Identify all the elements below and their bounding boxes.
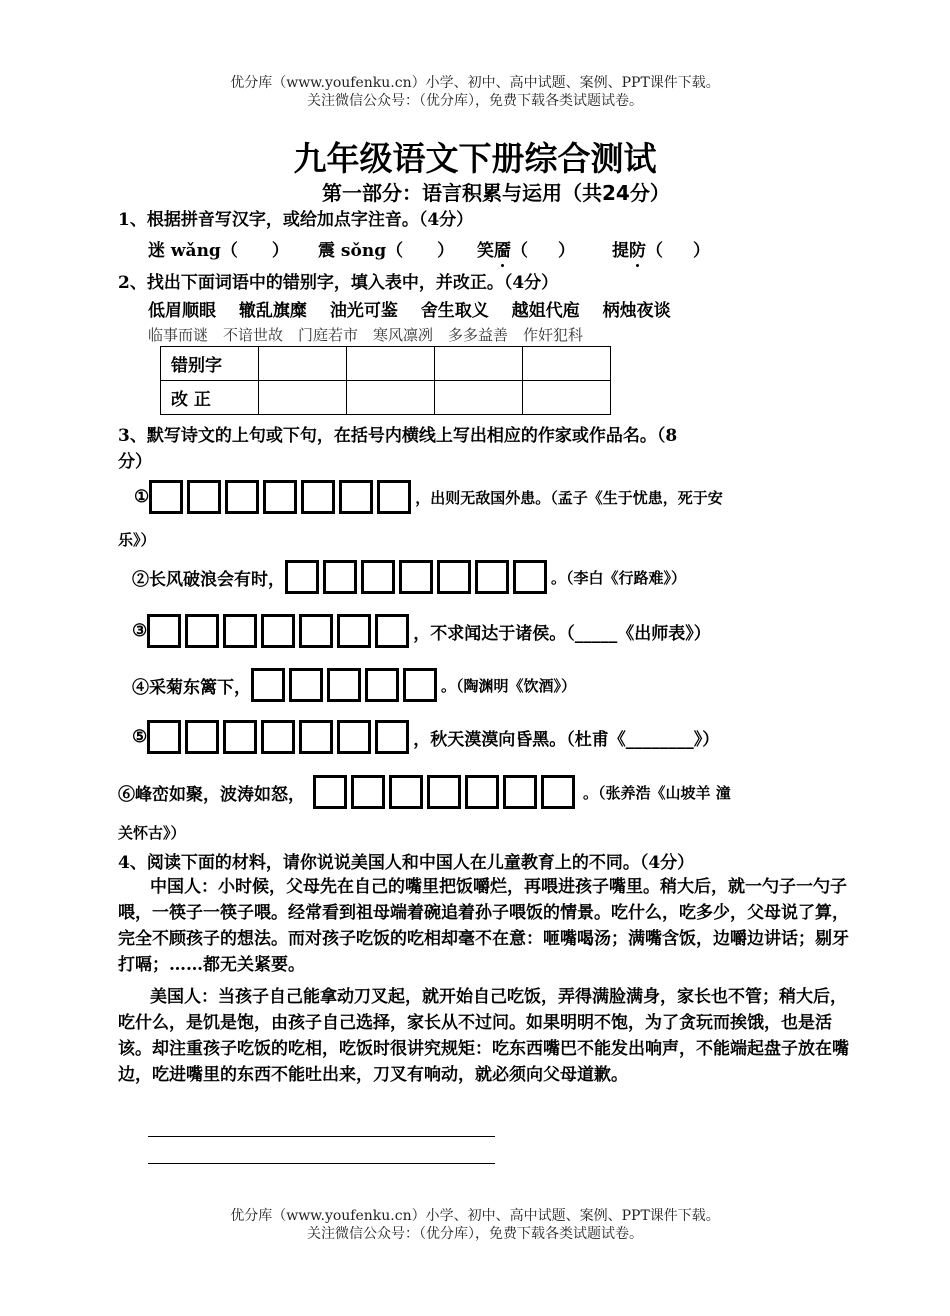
answer-boxes-6[interactable] (313, 775, 575, 809)
recite-line-2-text-after: 。（李白《行路难》） (551, 568, 687, 587)
question-3-prompt: 3、默写诗文的上句或下句，在括号内横线上写出相应的作家或作品名。（8 (118, 426, 678, 446)
table-header-wrong-char: 错别字 (161, 347, 259, 381)
answer-boxes-5[interactable] (147, 720, 409, 754)
answer-box[interactable] (261, 614, 295, 648)
answer-box[interactable] (465, 775, 499, 809)
recite-line-5-num: ⑤ (132, 727, 148, 747)
recite-line-1-num: ① (134, 487, 150, 507)
answer-box[interactable] (475, 560, 509, 594)
answer-box[interactable] (361, 560, 395, 594)
answer-box[interactable] (223, 614, 257, 648)
answer-box[interactable] (299, 720, 333, 754)
table-cell[interactable] (435, 381, 523, 415)
answer-box[interactable] (147, 720, 181, 754)
answer-box[interactable] (299, 614, 333, 648)
answer-box[interactable] (285, 560, 319, 594)
answer-box[interactable] (313, 775, 347, 809)
q1-item-1-close: ） (271, 241, 289, 261)
answer-box[interactable] (541, 775, 575, 809)
q1-item-3-dotted-char: 靥 (494, 241, 511, 261)
answer-box[interactable] (187, 480, 221, 514)
answer-box[interactable] (375, 720, 409, 754)
answer-box[interactable] (301, 480, 335, 514)
answer-box[interactable] (323, 560, 357, 594)
answer-line[interactable] (148, 1136, 495, 1137)
recite-line-6-text-after: 。（张养浩《山坡羊 潼 (583, 783, 731, 802)
q1-item-4-close: ） (693, 241, 710, 261)
answer-box[interactable] (389, 775, 423, 809)
answer-box[interactable] (503, 775, 537, 809)
recite-line-3-text: ，不求闻达于诸侯。（_____《出师表》） (413, 623, 711, 644)
q1-item-2-text: 震 sǒng（ (318, 241, 404, 261)
recite-line-1 (134, 480, 723, 514)
question-1-prompt: 1、根据拼音写汉字，或给加点字注音。（4分） (118, 210, 474, 230)
answer-box[interactable] (339, 480, 373, 514)
recite-line-2-text-before: ②长风破浪会有时， (132, 569, 285, 590)
table-cell[interactable] (435, 347, 523, 381)
q1-item-4-char: 提 (612, 241, 629, 261)
table-cell[interactable] (347, 347, 435, 381)
answer-boxes-1[interactable] (149, 480, 411, 514)
q1-item-2-close: ） (437, 241, 455, 261)
answer-box[interactable] (185, 614, 219, 648)
q1-item-3-close: ） (558, 241, 575, 261)
answer-box[interactable] (399, 560, 433, 594)
recite-line-1-text: ，出则无敌国外患。（孟子《生于忧患，死于安 (415, 488, 723, 507)
answer-box[interactable] (149, 480, 183, 514)
reading-paragraph-chinese: 中国人：小时候，父母先在自己的嘴里把饭嚼烂，再喂进孩子嘴里。稍大后，就一勺子一勺子喂，一筷子一筷子喂。经常看到祖母端着碗追着孙子喂饭的情景。吃什么，吃多少，父母说了算，完全不顾孩子的想法。而对孩子吃饭的吃相却毫不在意：咂嘴喝汤；满嘴含饭，边嚼边讲话；剔牙打嗝；……都无关紧要。 (118, 877, 849, 975)
table-cell[interactable] (523, 381, 611, 415)
q1-item-4-dotted-char: 防 (629, 241, 646, 261)
answer-box[interactable] (351, 775, 385, 809)
site-banner-line1: 优分库（www.youfenku.cn）小学、初中、高中试题、案例、PPT课件下载。 (230, 75, 720, 91)
recite-line-4-text-before: ④采菊东篱下， (132, 677, 251, 698)
site-footer-line1: 优分库（www.youfenku.cn）小学、初中、高中试题、案例、PPT课件下载。 (230, 1208, 720, 1224)
answer-box[interactable] (327, 668, 361, 702)
recite-line-3-num: ③ (132, 621, 148, 641)
answer-box[interactable] (427, 775, 461, 809)
answer-line[interactable] (148, 1163, 495, 1164)
answer-box[interactable] (403, 668, 437, 702)
correction-table (160, 346, 611, 415)
q2-words-light: 临事而谜 不谙世故 门庭若市 寒风凛冽 多多益善 作奸犯科 (148, 326, 584, 344)
q1-item-1-text: 迷 wǎng（ (148, 241, 238, 261)
table-row (161, 347, 611, 381)
answer-box[interactable] (289, 668, 323, 702)
table-row (161, 381, 611, 415)
recite-line-4-text-after: 。（陶渊明《饮酒》） (441, 676, 577, 695)
answer-box[interactable] (223, 720, 257, 754)
answer-box[interactable] (225, 480, 259, 514)
answer-box[interactable] (263, 480, 297, 514)
q1-item-3-char: 笑 (477, 241, 494, 261)
question-3-prompt-cont: 分） (118, 452, 152, 472)
answer-box[interactable] (375, 614, 409, 648)
q1-item-3-open: （ (511, 241, 528, 261)
recite-line-6-cont: 关怀古》） (118, 824, 186, 842)
table-cell[interactable] (259, 381, 347, 415)
recite-line-1-cont: 乐》） (118, 531, 156, 549)
q1-item-4-open: （ (646, 241, 663, 261)
page-title: 九年级语文下册综合测试 (293, 139, 657, 178)
answer-box[interactable] (437, 560, 471, 594)
table-cell[interactable] (523, 347, 611, 381)
table-cell[interactable] (347, 381, 435, 415)
question-4-prompt: 4、阅读下面的材料，请你说说美国人和中国人在儿童教育上的不同。（4分） (118, 853, 695, 873)
answer-boxes-4[interactable] (251, 668, 437, 702)
site-banner-line2: 关注微信公众号：（优分库），免费下载各类试题试卷。 (307, 93, 643, 109)
part-heading: 第一部分：语言积累与运用（共24分） (322, 181, 670, 205)
answer-boxes-2[interactable] (285, 560, 547, 594)
recite-line-2 (132, 560, 686, 594)
question-2-prompt: 2、找出下面词语中的错别字，填入表中，并改正。（4分） (118, 273, 559, 293)
q1-item-4 (612, 236, 710, 261)
answer-box[interactable] (185, 720, 219, 754)
q2-words-bold: 低眉顺眼 辙乱旗糜 油光可鉴 舍生取义 越姐代庖 柄烛夜谈 (148, 301, 671, 321)
recite-line-6 (118, 775, 731, 809)
answer-box[interactable] (377, 480, 411, 514)
table-header-correction: 改 正 (161, 381, 259, 415)
recite-line-5 (132, 720, 719, 754)
q1-item-3 (477, 236, 575, 261)
answer-boxes-3[interactable] (147, 614, 409, 648)
site-footer-line2: 关注微信公众号：（优分库），免费下载各类试题试卷。 (307, 1226, 643, 1242)
answer-box[interactable] (337, 614, 371, 648)
recite-line-5-text: ，秋天漠漠向昏黑。（杜甫《________》） (413, 729, 720, 750)
q1-item-2 (318, 236, 454, 261)
recite-line-3 (132, 614, 711, 648)
answer-box[interactable] (365, 668, 399, 702)
answer-box[interactable] (261, 720, 295, 754)
q1-item-1 (148, 236, 289, 261)
recite-line-4 (132, 668, 576, 702)
table-cell[interactable] (259, 347, 347, 381)
answer-box[interactable] (513, 560, 547, 594)
answer-box[interactable] (147, 614, 181, 648)
reading-paragraph-american: 美国人：当孩子自己能拿动刀叉起，就开始自己吃饭，弄得满脸满身，家长也不管；稍大后，吃什么，是饥是饱，由孩子自己选择，家长从不过问。如果明明不饱，为了贪玩而挨饿，也是活该。却注重孩子吃饭的吃相，吃饭时很讲究规矩：吃东西嘴巴不能发出响声，不能端起盘子放在嘴边，吃进嘴里的东西不能吐出来，刀叉有响动，就必须向父母道歉。 (118, 987, 849, 1085)
answer-box[interactable] (337, 720, 371, 754)
answer-box[interactable] (251, 668, 285, 702)
recite-line-6-text-before: ⑥峰峦如聚，波涛如怒， (118, 784, 305, 805)
